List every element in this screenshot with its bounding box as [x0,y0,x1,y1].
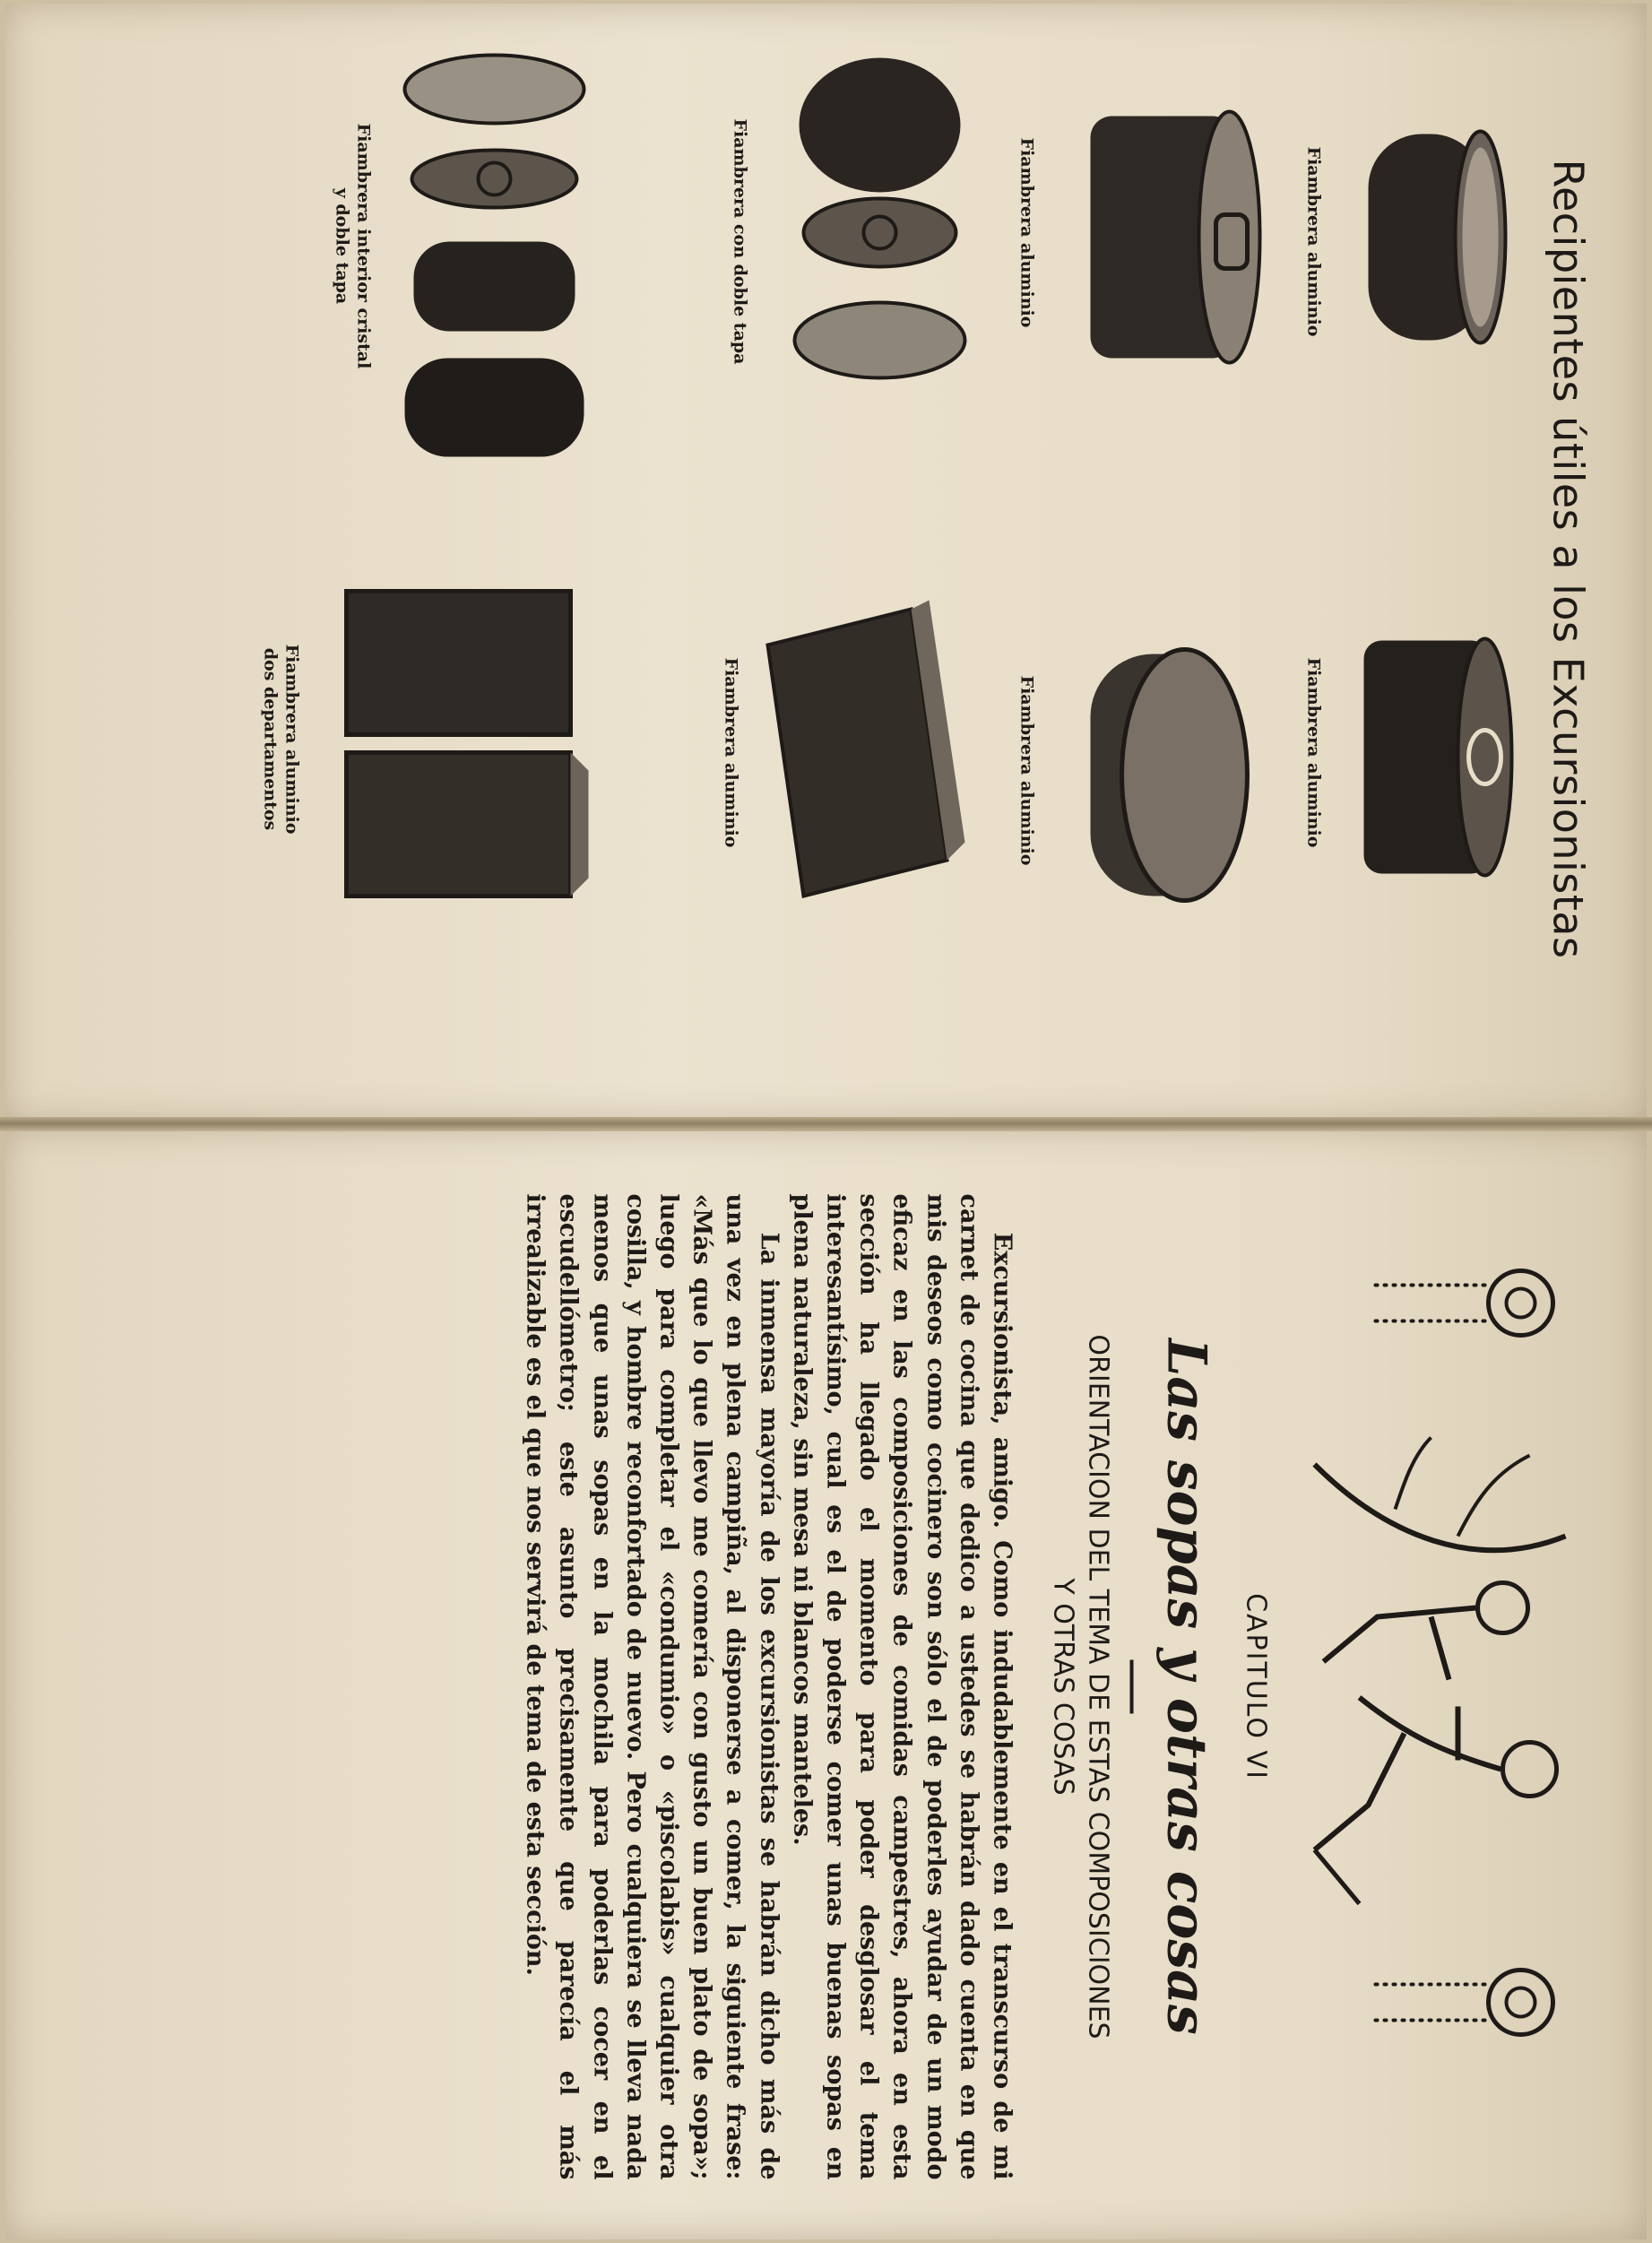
container-illustration-double-lid [777,54,983,430]
caption-7: Fiambrera interior cristal y doble tapa [332,123,374,369]
caption-3: Fiambrera aluminio [1016,137,1037,328]
caption-6: Fiambrera aluminio dos departamentos [260,644,302,835]
section-heading: ORIENTACION DEL TEMA DE ESTAS COMPOSICIONES Y OTRAS COSAS [1047,1334,1114,2039]
caption-4: Fiambrera aluminio [1016,675,1037,866]
rose-ornament-icon [1360,1196,1575,1411]
body-text [518,1194,1018,2180]
caption-1: Fiambrera aluminio [1303,146,1324,337]
paragraph: La inmensa mayoría de los excursionistas se habrán dicho más de una vez en plena campiña, al disponerse a comer, la siguiente frase: «Más que lo que llevo me comería con gusto un buen plato de sopa»; luego para completar el «condumio» o «piscolabis» cualquier otra cosilla, y hombre reconfortado de nuevo. Pero cualquiera se lleva nada menos que unas sopas en la mochila para poderlas cocer en el escudellómetro; este asunto precisamente que parecía el más irrealizable es el que nos servirá de tema de esta sección. [521,1193,783,2180]
container-illustration-handle-tin [1055,90,1270,377]
chapter-label: CAPITULO VI [1240,1593,1272,1780]
caption-2: Fiambrera aluminio [1303,657,1324,848]
container-illustration-glass-tin [392,36,598,466]
container-illustration-lidded-tin [1333,619,1521,896]
caption-3b: Fiambrera aluminio [721,657,741,848]
title-rule [1130,1660,1134,1714]
container-illustration-two-compartment [320,556,589,941]
paragraph: Excursionista, amigo. Como indudablemente en el transcurso de mi carnet de cocina que dedico a ustedes se habrán dado cuenta en que mis deseos como cocinero son sólo el de poderles ayudar de un modo eficaz en las composiciones de comidas campestres, ahora en esta sección ha llegado el momento para poder desglosar el tema interesantísimo, cual es el de poderse comer unas buenas sopas en plena naturaleza, sin mesa ni blancos manteles. [788,1193,1016,2180]
container-illustration-rect-box [750,574,965,914]
top-page-content [5,0,1647,1119]
page-title: Recipientes útiles a los Excursionistas [1544,159,1593,959]
container-illustration-oval-tin [1055,628,1270,914]
caption-5: Fiambrera con doble tapa [730,118,750,365]
book-gutter [0,1117,1652,1131]
children-picnic-illustration [1288,1429,1584,1931]
container-illustration-round-tin [1342,117,1521,385]
chapter-title: Las sopas y otras cosas [1155,1338,1218,2035]
bottom-page-content [5,1133,1647,2241]
